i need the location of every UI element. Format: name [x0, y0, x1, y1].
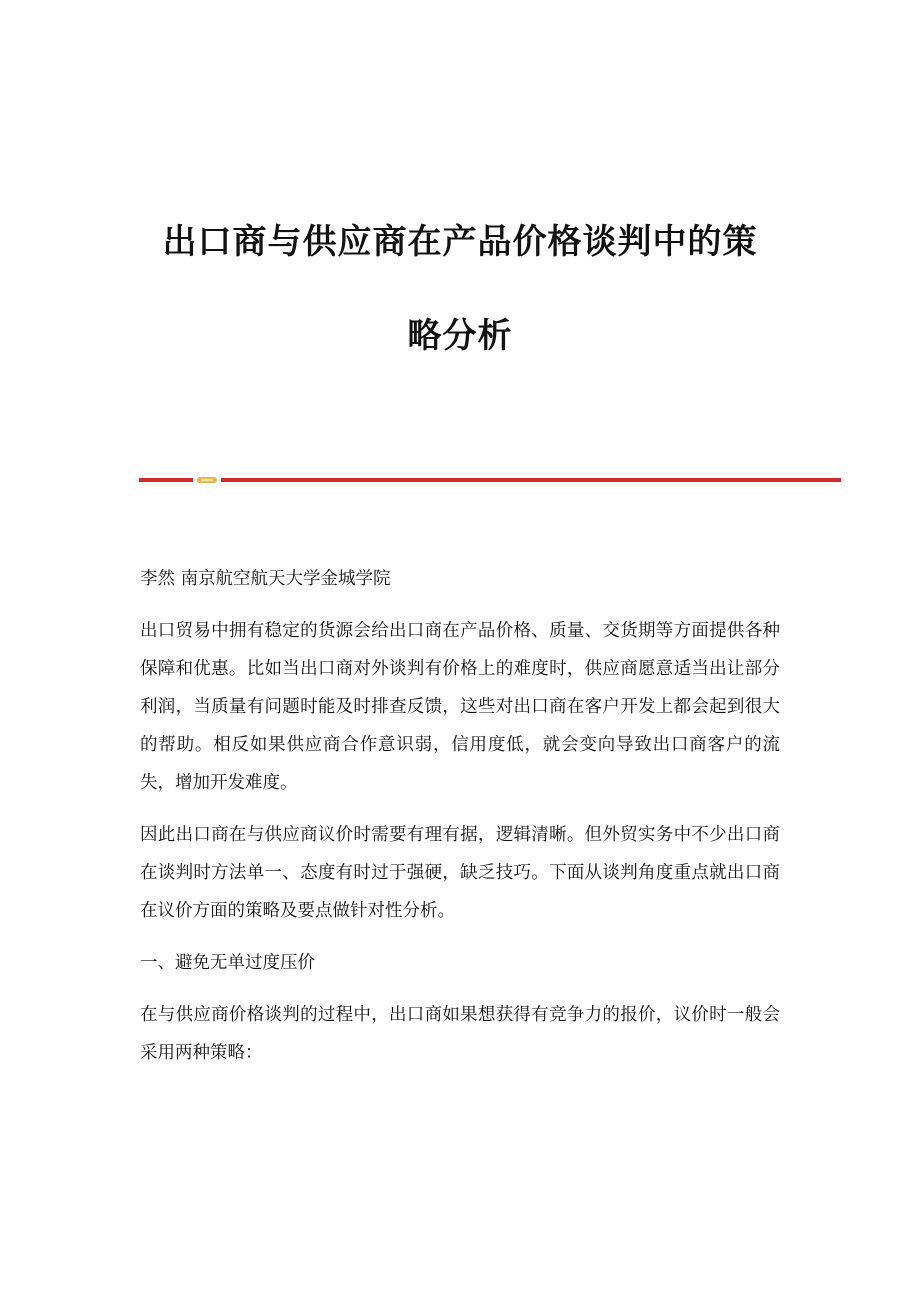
divider-ornament-icon — [197, 477, 217, 483]
paragraph-3: 在与供应商价格谈判的过程中，出口商如果想获得有竞争力的报价，议价时一般会采用两种策略： — [140, 1005, 780, 1063]
paragraph-1: 出口贸易中拥有稳定的货源会给出口商在产品价格、质量、交货期等方面提供各种保障和优惠。比如当出口商对外谈判有价格上的难度时，供应商愿意适当出让部分利润，当质量有问题时能及时排查反馈，这些对出口商在客户开发上都会起到很大的帮助。相反如果供应商合作意识弱，信用度低，就会变向导致出口商客户的流失，增加开发难度。 — [140, 621, 780, 793]
author-affiliation: 李然 南京航空航天大学金城学院 — [140, 569, 391, 589]
divider-bar-left — [139, 478, 193, 482]
divider-bar-right — [221, 478, 841, 482]
title-divider — [139, 477, 841, 483]
section-heading-1: 一、避免无单过度压价 — [140, 953, 315, 973]
document-body — [140, 560, 780, 1086]
document-title-line-1: 出口商与供应商在产品价格谈判中的策 — [162, 222, 758, 262]
document-title-line-2: 略分析 — [407, 316, 513, 356]
paragraph-2: 因此出口商在与供应商议价时需要有理有据，逻辑清晰。但外贸实务中不少出口商在谈判时方法单一、态度有时过于强硬，缺乏技巧。下面从谈判角度重点就出口商在议价方面的策略及要点做针对性分析。 — [140, 825, 780, 921]
